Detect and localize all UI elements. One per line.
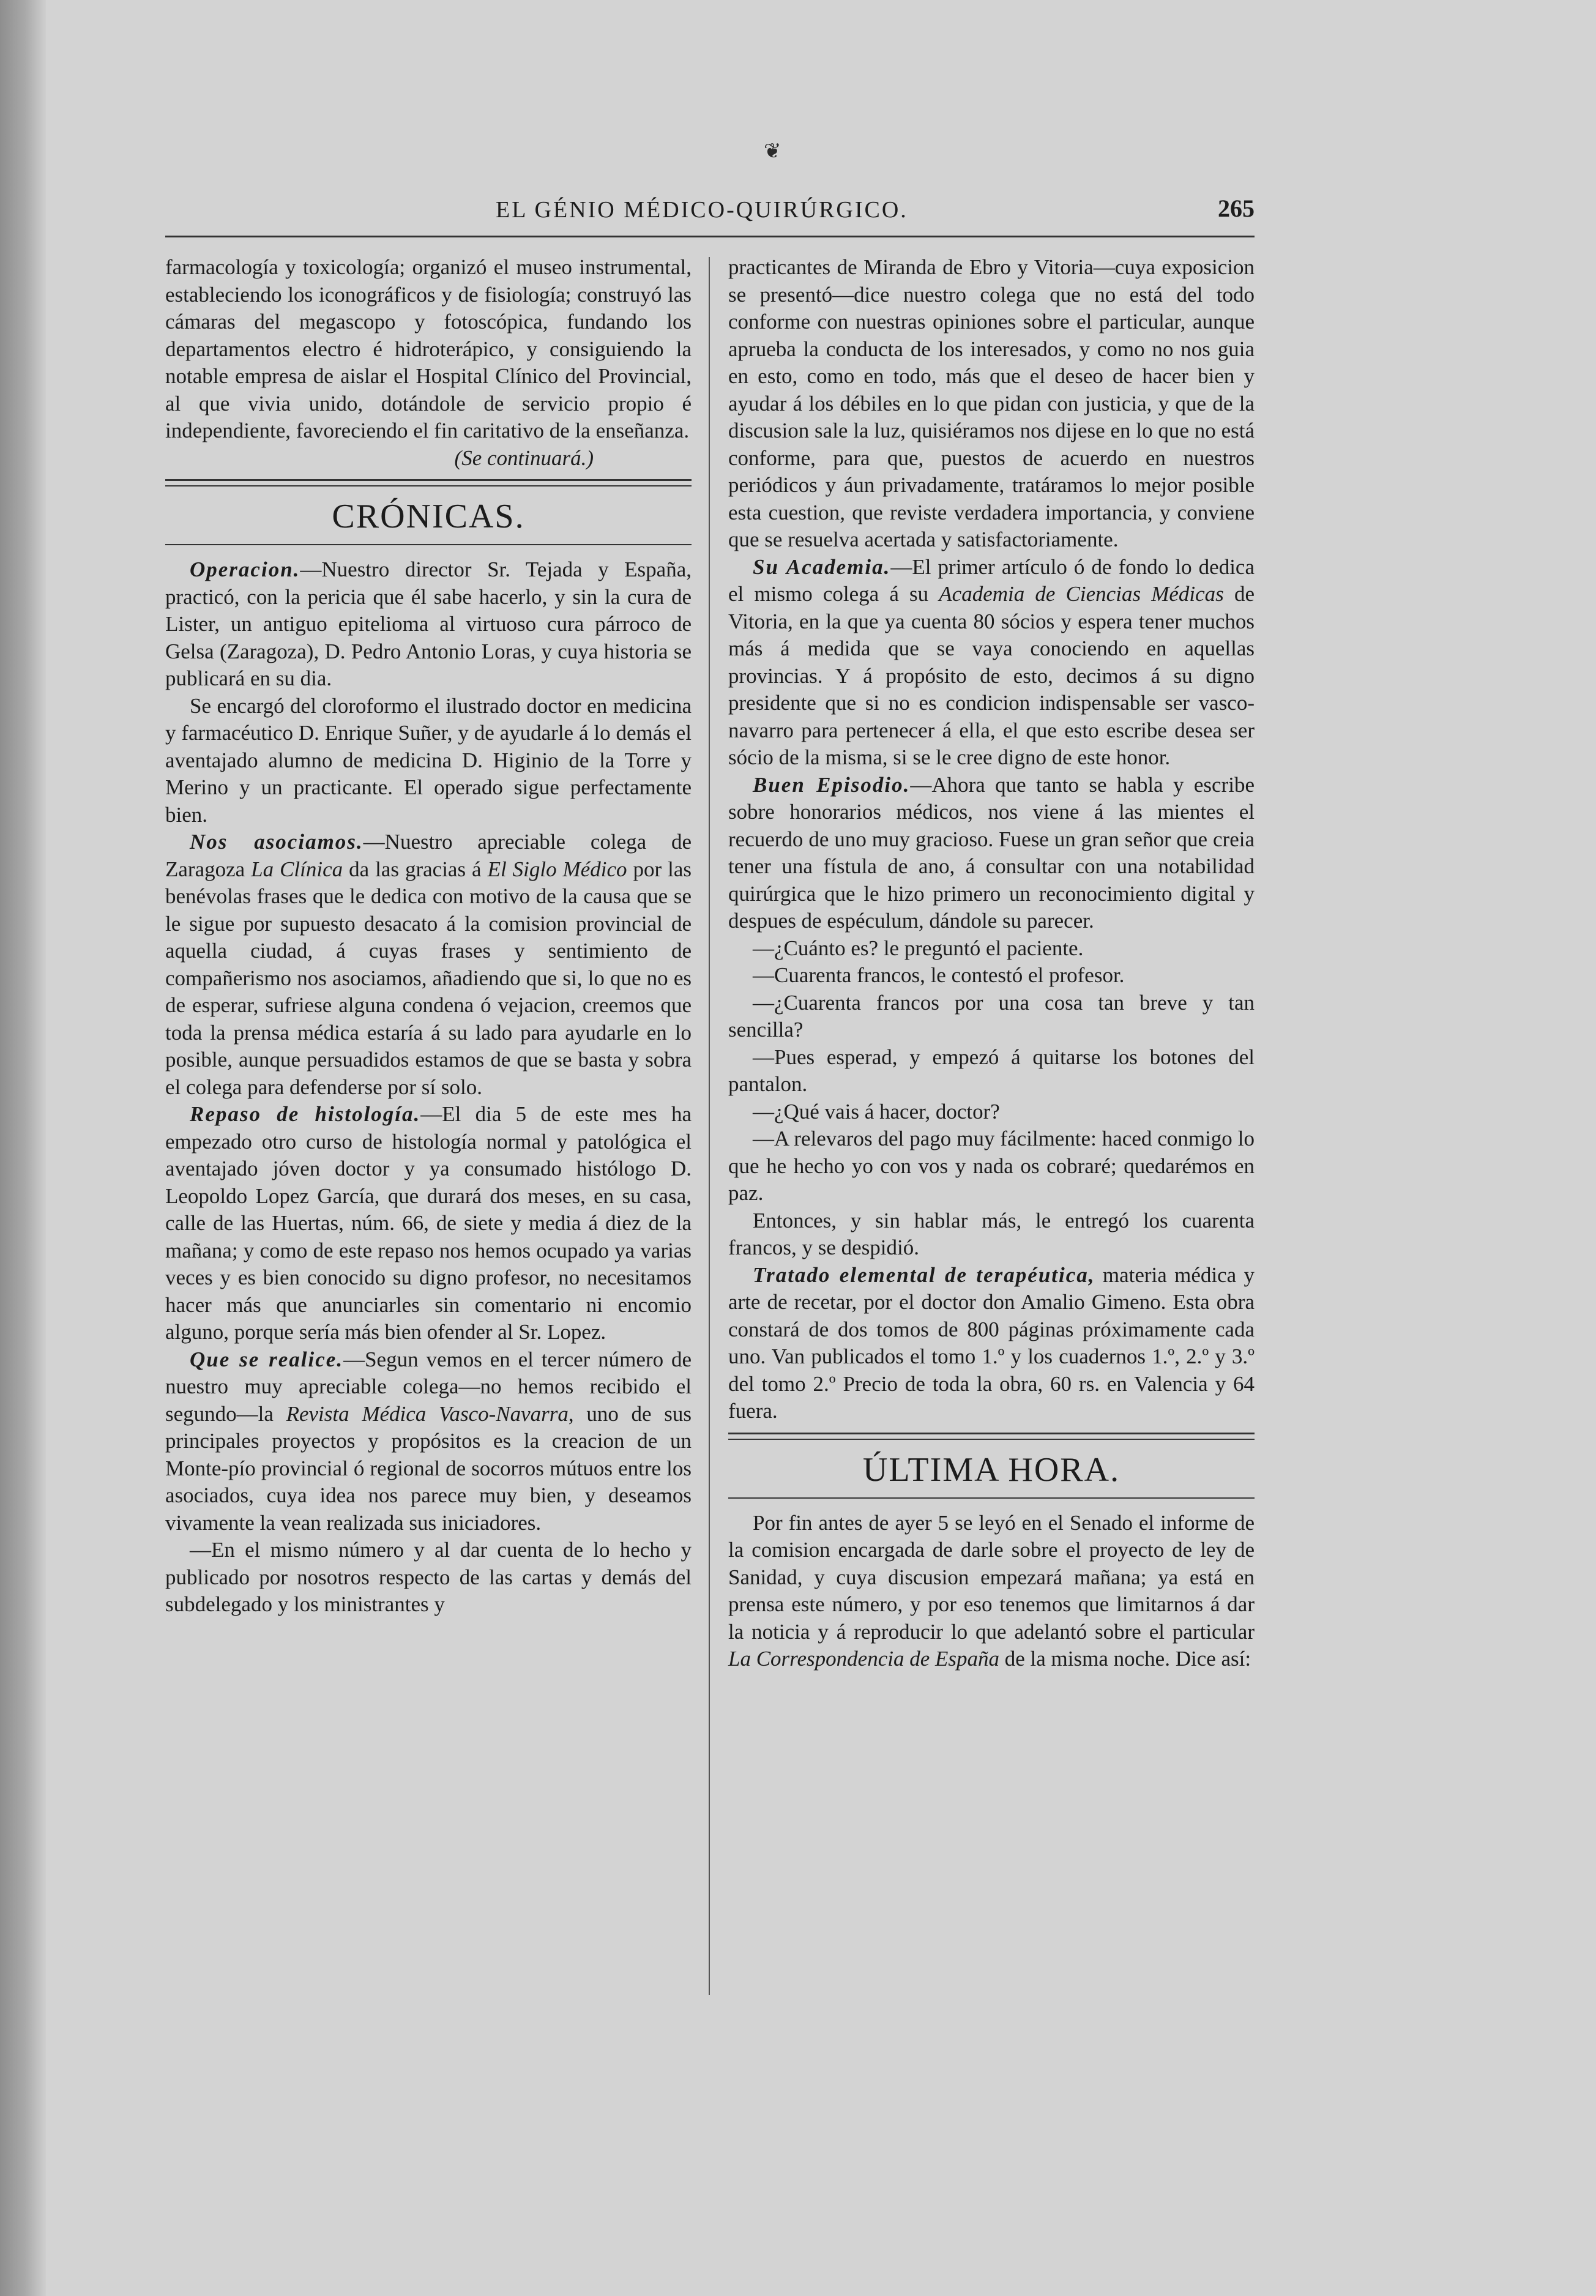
adjacent-page-edge bbox=[0, 0, 46, 2296]
rubric-repaso: Repaso de histología. bbox=[190, 1102, 421, 1126]
section-title-ultima-hora: ÚLTIMA HORA. bbox=[862, 1450, 1121, 1489]
item-operacion-p2: Se encargó del cloroformo el ilustrado doctor en medicina y farmacéutico D. Enrique Suñer, y de ayudarle á lo demás el aventajado alumno de medicina D. Higinio de la Torre y Merino y un practicante. El operado sigue perfectamente bien. bbox=[165, 693, 692, 827]
item-operacion: Operacion.—Nuestro director Sr. Tejada y España, practicó, con la pericia que él sabe hacerlo, y sin la cura de Lister, un antiguo epitelioma al virtuoso cura párroco de Gelsa (Zaragoza), D. Pedro Antonio Loras, y cuya historia se publicará en su dia. bbox=[165, 557, 692, 690]
continued-paragraph: farmacología y toxicología; organizó el museo instrumental, estableciendo los iconográficos y de fisiología; construyó las cámaras del megascopo y fotoscópica, fundando los departamentos electro é hidroterápico, y consiguiendo la notable empresa de aislar el Hospital Clínico del Provincial, al que vivia unido, dotándole de servicio propio é independiente, favoreciendo el fin caritativo de la enseñanza. bbox=[165, 255, 692, 442]
page-number: 265 bbox=[1218, 195, 1255, 222]
dialogue-line: —¿Qué vais á hacer, doctor? bbox=[753, 1099, 1000, 1124]
item-tratado: Tratado elemental de terapéutica, materia médica y arte de recetar, por el doctor don Amalio Gimeno. Esta obra constará de dos tomos de 800 páginas próximamente cada uno. Van publicados el tomo 1.º y los cuadernos 1.º, 2.º y 3.º del tomo 2.º Precio de toda la obra, 60 rs. en Valencia y 64 fuera. bbox=[728, 1262, 1255, 1423]
running-title: EL GÉNIO MÉDICO-QUIRÚRGICO. bbox=[496, 197, 908, 223]
item-episodio: Buen Episodio.—Ahora que tanto se habla y escribe sobre honorarios médicos, nos viene á las mientes el recuerdo de uno muy gracioso. Fuese un gran señor que creia tener una fístula de ano, á consultar con una notabilidad quirúrgica que le hizo primero un reconocimiento digital y despues de espéculum, dándole su parecer. bbox=[728, 772, 1255, 933]
item-realice: Que se realice.—Segun vemos en el tercer número de nuestro muy apreciable colega—no hemos recibido el segundo—la Revista Médica Vasco-Navarra, uno de sus principales proyectos y propósitos es la creacion de un Monte-pío provincial ó regional de socorros mútuos entre los asociados, cuya idea nos parece muy bien, y deseamos vivamente la vean realizada sus iniciadores. bbox=[165, 1347, 692, 1535]
continuation-note: (Se continuará.) bbox=[454, 445, 594, 470]
item-repaso: Repaso de histología.—El dia 5 de este mes ha empezado otro curso de histología normal y patológica el aventajado jóven doctor y ya consumado histólogo D. Leopoldo Lopez García, que durará dos meses, en su casa, calle de las Huertas, núm. 66, de siete y media á diez de la mañana; y como de este repaso nos hemos ocupado ya varias veces y es bien conocido su digno profesor, no necesitamos hacer más que anunciarles sin comentario ni encomio alguno, porque sería más bien ofender al Sr. Lopez. bbox=[165, 1102, 692, 1344]
section-title-rule bbox=[728, 1497, 1255, 1499]
item-realice-p2: —En el mismo número y al dar cuenta de lo hecho y publicado por nosotros respecto de las cartas y demás del subdelegado y los ministrantes y bbox=[165, 1538, 692, 1616]
rubric-asociamos: Nos asociamos. bbox=[190, 830, 364, 854]
ornament-icon: ❦ bbox=[764, 140, 781, 163]
section-title-rule bbox=[165, 544, 692, 545]
rubric-operacion: Operacion. bbox=[190, 557, 300, 581]
rubric-realice: Que se realice. bbox=[190, 1347, 344, 1371]
dialogue-line: —A relevaros del pago muy fácilmente: haced conmigo lo que he hecho yo con vos y nada os cobraré; quedarémos en paz. bbox=[728, 1127, 1255, 1205]
dialogue-line: —¿Cuarenta francos por una cosa tan breve y tan sencilla? bbox=[728, 990, 1255, 1042]
rubric-tratado: Tratado elemental de terapéutica, bbox=[753, 1262, 1095, 1287]
dialogue-line: —¿Cuánto es? le preguntó el paciente. bbox=[753, 936, 1084, 960]
item-academia: Su Academia.—El primer artículo ó de fondo lo dedica el mismo colega á su Academia de Ciencias Médicas de Vitoria, en la que ya cuenta 80 sócios y espera tener muchos más á medida que se vaya conociendo en aquellas provincias. Y á propósito de esto, decimos á su digno presidente que si no es condicion indispensable ser vasco-navarro para pertenecer á ella, el que esto escribe desea ser sócio de la misma, si se le cree digno de este honor. bbox=[728, 554, 1255, 769]
item-asociamos: Nos asociamos.—Nuestro apreciable colega de Zaragoza La Clínica da las gracias á El Siglo Médico por las benévolas frases que le dedica con motivo de la causa que se le sigue por supuesto desacato á la comision provincial de aquella ciudad, á cuyas frases y sentimiento de compañerismo nos asociamos, añadiendo que si, lo que no es de esperar, sufriese alguna condena ó vejacion, creemos que toda la prensa médica estaría á su lado para ayudarle en lo posible, aunque persuadidos estamos de que se basta y sobra el colega para defenderse por sí solo. bbox=[165, 830, 692, 1099]
rubric-academia: Su Academia. bbox=[753, 554, 891, 579]
rubric-episodio: Buen Episodio. bbox=[753, 772, 911, 797]
column-divider bbox=[709, 257, 710, 1995]
header-rule bbox=[165, 236, 1255, 237]
dialogue-line: —Pues esperad, y empezó á quitarse los botones del pantalon. bbox=[728, 1045, 1255, 1096]
running-head bbox=[165, 193, 1255, 229]
continued-paragraph-right: practicantes de Miranda de Ebro y Vitoria—cuya exposicion se presentó—dice nuestro colega que no está del todo conforme con nuestras opiniones sobre el particular, aunque aprueba la conducta de los interesados, y como no nos guia en esto, como en todo, más que el deseo de hacer bien y ayudar á los débiles en lo que pidan con justicia, y que de la discusion sale la luz, quisiéramos nos dijese en lo que no está conforme, para que, puestos de acuerdo en nuestros periódicos y áun privadamente, tratáramos lo mejor posible esta cuestion, que reviste verdadera importancia, y conviene que se resuelva acertada y satisfactoriamente. bbox=[728, 255, 1255, 551]
item-ultima-hora: Por fin antes de ayer 5 se leyó en el Senado el informe de la comision encargada de darle sobre el proyecto de ley de Sanidad, y cuya discusion empezará mañana; ya está en prensa este número, y por eso tenemos que limitarnos á dar la noticia y á reproducir lo que adelantó sobre el particular La Correspondencia de España de la misma noche. Dice así: bbox=[728, 1510, 1255, 1671]
right-column bbox=[728, 254, 1255, 2004]
dialogue-line: Entonces, y sin hablar más, le entregó los cuarenta francos, y se despidió. bbox=[728, 1208, 1255, 1259]
section-title-cronicas: CRÓNICAS. bbox=[332, 498, 525, 535]
section-rule bbox=[728, 1433, 1255, 1440]
dialogue-line: —Cuarenta francos, le contestó el profesor. bbox=[753, 963, 1125, 987]
section-rule bbox=[165, 479, 692, 486]
left-column bbox=[165, 254, 692, 2004]
